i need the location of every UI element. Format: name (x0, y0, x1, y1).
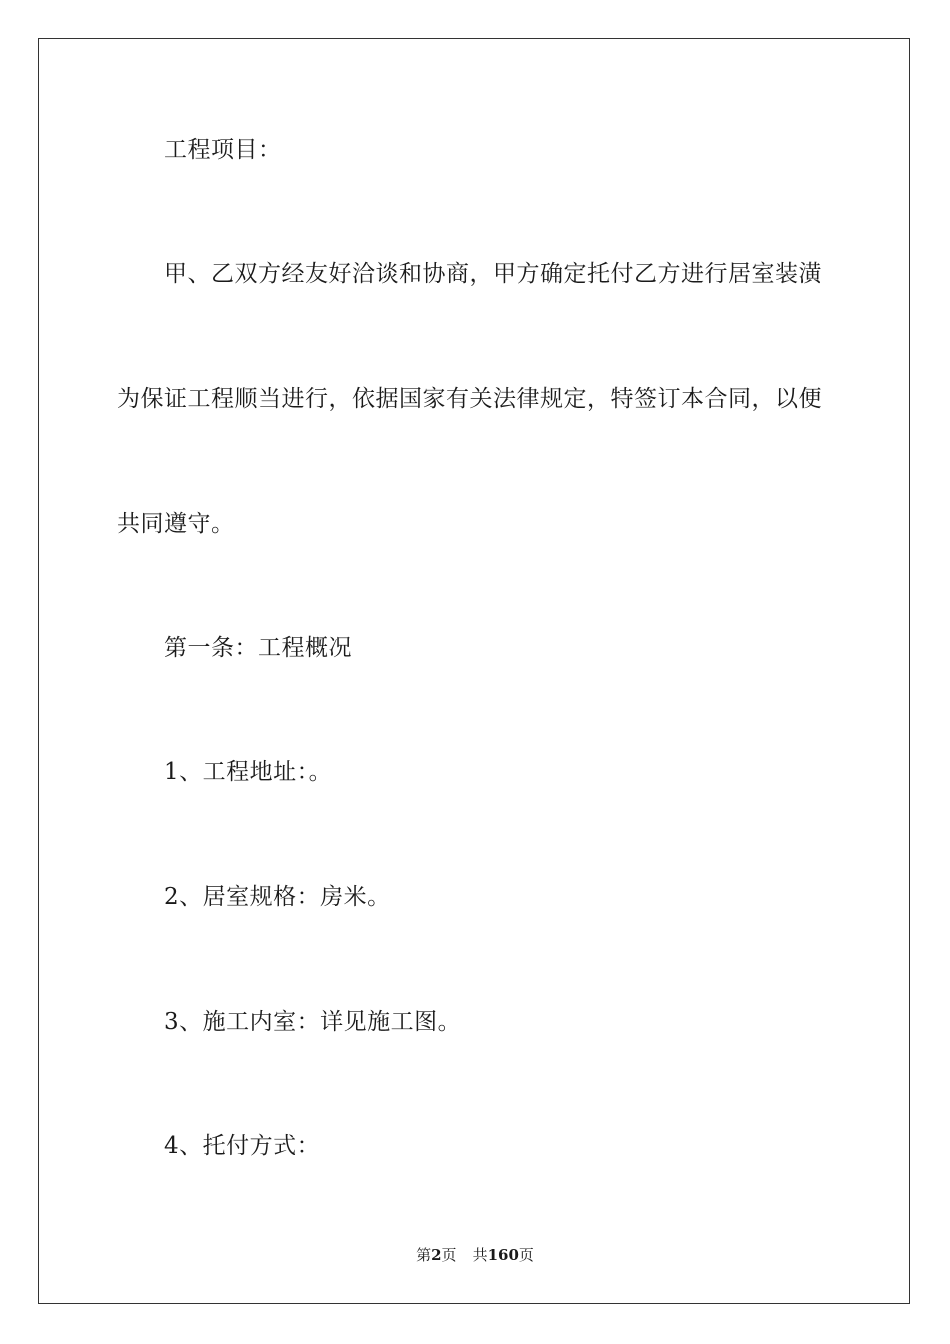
article-one-heading: 第一条：工程概况 (164, 635, 352, 661)
item-construction-scope: 3、施工内室：详见施工图。 (164, 1009, 462, 1035)
total-pages: 160 (487, 1246, 519, 1264)
item-project-address: 1、工程地址：。 (164, 759, 333, 785)
page-prefix: 第 (416, 1246, 432, 1264)
page-border (38, 38, 910, 1304)
intro-paragraph-line-2: 为保证工程顺当进行，依据国家有关法律规定，特签订本合同，以便 (117, 386, 822, 412)
intro-paragraph-line-3: 共同遵守。 (117, 511, 235, 537)
page-number: 2 (431, 1246, 442, 1264)
total-suffix: 页 (518, 1246, 534, 1264)
item-room-specification: 2、居室规格：房米。 (164, 884, 391, 910)
item-commission-method: 4、托付方式： (164, 1133, 321, 1159)
page-footer (0, 1245, 950, 1265)
total-prefix: 共 (472, 1246, 488, 1264)
page-suffix: 页 (441, 1246, 457, 1264)
intro-paragraph-line-1: 甲、乙双方经友好洽谈和协商，甲方确定托付乙方进行居室装潢 (164, 261, 822, 287)
project-heading: 工程项目： (164, 137, 282, 163)
